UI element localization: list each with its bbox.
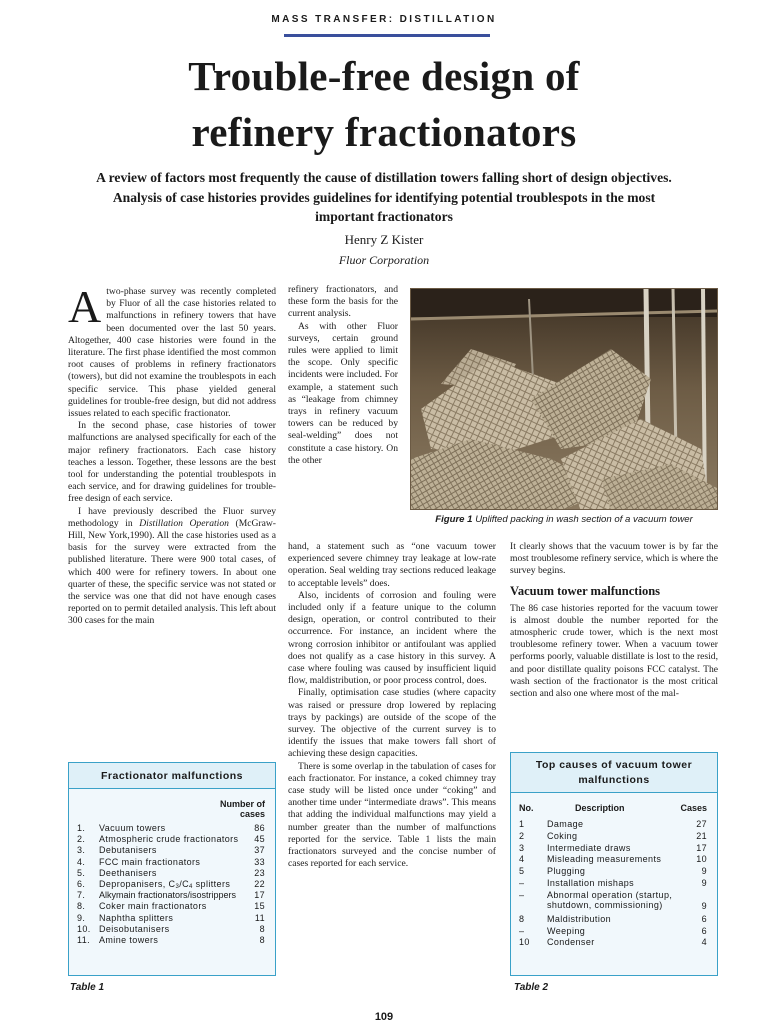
- row-value: 37: [254, 845, 265, 856]
- table-1-title: Fractionator malfunctions: [69, 763, 275, 789]
- section-label: MASS TRANSFER: DISTILLATION: [271, 14, 497, 25]
- table-row: [511, 937, 717, 949]
- row-value: 9: [701, 900, 707, 911]
- paragraph: In the second phase, case histories of tower malfunctions are analysed specifically for each of the major refinery fractionators. Each case history teaches a lesson. Together, these lessons are the best tool for understanding the potential troublespots in each service, and for drawing guidelines for trouble-free design of each service.: [68, 420, 276, 505]
- column-3: [510, 541, 718, 700]
- table-row: [511, 914, 717, 926]
- figure-1-photo: [410, 288, 718, 510]
- row-number: 11.: [77, 934, 91, 945]
- table-2: [510, 752, 718, 976]
- column-header-cases: Cases: [680, 803, 707, 813]
- row-value: 6: [701, 925, 707, 936]
- row-value: 22: [254, 878, 265, 889]
- table-row: [69, 879, 275, 890]
- row-description: Weeping: [547, 925, 586, 936]
- table-row: [511, 819, 717, 831]
- row-value: 4: [701, 937, 707, 948]
- row-value: 86: [254, 823, 265, 833]
- row-number: 3.: [77, 845, 86, 856]
- row-description: Alkymain fractionators/isostrippers: [99, 890, 237, 901]
- table-row: [511, 926, 717, 938]
- row-description: Misleading measurements: [547, 854, 662, 865]
- table-row: [69, 868, 275, 879]
- column-1: [68, 281, 276, 628]
- drop-cap: A: [68, 281, 102, 332]
- desc-part: splitters: [192, 878, 231, 889]
- row-number: 1.: [77, 823, 86, 833]
- row-description: Installation mishaps: [547, 877, 635, 888]
- table-1-body: [69, 823, 275, 946]
- article-title: [0, 48, 768, 160]
- section-rule: [284, 34, 490, 37]
- author: Henry Z Kister: [344, 232, 424, 247]
- row-description: Coking: [547, 830, 578, 841]
- paragraph: Also, incidents of corrosion and fouling were included only if a feature unique to the column design, operation, or control contributed to their occurrence. For instance, an incident where the wrong corrosion inhibitor or antifoulant was applied does not qualify as a case history in this survey. A case where fouling was caused by insufficient liquid flow, maldistribution, or poor process control, does.: [288, 589, 496, 687]
- row-value: 27: [696, 819, 707, 829]
- row-number: 7.: [77, 890, 86, 901]
- row-number: –: [519, 889, 525, 900]
- row-description: Vacuum towers: [99, 823, 166, 833]
- row-value: 17: [254, 890, 265, 901]
- table-row: [69, 913, 275, 924]
- row-description: Condenser: [547, 937, 595, 948]
- column-header-line: Number of: [220, 799, 265, 809]
- row-value: 11: [254, 912, 265, 923]
- table-row: [511, 866, 717, 878]
- table-row: [511, 878, 717, 890]
- paragraph-text: two-phase survey was recently completed by Fluor of all the case histories related to malfunctions in refinery towers that have been documented over the last 50 years. Altogether, 400 case histories were found in the literature. The first phase identified the most common root causes of problems in refinery fractionators (towers), but did not examine the troublespots in each specific service. This phase yielded general guidelines for trouble-free design, but did not address issues related to each specific fractionator.: [68, 286, 276, 420]
- row-value: 9: [701, 866, 707, 877]
- row-number: –: [519, 877, 525, 888]
- paragraph: [68, 506, 276, 628]
- row-number: 8.: [77, 901, 86, 912]
- row-value: 8: [259, 923, 265, 934]
- title-line-1: Trouble-free design of: [188, 53, 580, 99]
- column-header-line: cases: [239, 809, 265, 819]
- table-row: [69, 823, 275, 834]
- table-row: [511, 831, 717, 843]
- row-description: Atmospheric crude fractionators: [99, 834, 239, 845]
- table-row: [511, 854, 717, 866]
- row-description: Abnormal operation (startup, shutdown, commissioning): [547, 889, 673, 911]
- table-2-body: [511, 819, 717, 949]
- row-value: 23: [254, 867, 265, 878]
- figure-caption-text: Uplifted packing in wash section of a vacuum tower: [475, 514, 693, 525]
- column-2-bottom: [288, 541, 496, 870]
- row-description: Amine towers: [99, 934, 159, 945]
- page-number: 109: [374, 1011, 394, 1023]
- row-number: 10.: [77, 923, 91, 934]
- paragraph-text: I have previously described the Fluor survey methodology in: [68, 505, 276, 529]
- table-1-label: Table 1: [70, 982, 105, 993]
- table-row: [69, 845, 275, 856]
- row-number: 6.: [77, 878, 86, 889]
- row-description: FCC main fractionators: [99, 856, 201, 867]
- paragraph-text: (McGraw-Hill, New York,1990). All the case histories used as a basis for the survey were extracted from the published literature. There were 900 total cases, of which 400 were for refinery towers. In about one quarter of these, the specific service was not stated or the service was one that did not have enough cases reported on to permit detailed analysis. This left about 300 cases for the main: [68, 517, 276, 627]
- table-row: [69, 857, 275, 868]
- column-header-description: Description: [575, 803, 625, 813]
- book-title: Distillation Operation: [139, 517, 229, 529]
- table-row: [69, 901, 275, 912]
- table-2-label: Table 2: [514, 982, 549, 993]
- row-value: 9: [701, 877, 707, 888]
- row-description: Debutanisers: [99, 845, 157, 856]
- paragraph: refinery fractionators, and these form the basis for the current analysis.: [288, 284, 398, 320]
- figure-1-caption: [410, 514, 718, 525]
- row-value: 8: [259, 934, 265, 945]
- paragraph: There is some overlap in the tabulation of cases for each fractionator. For instance, a coked chimney tray case study will be listed once under “coking” and another time under “intermediate draws”. This means that adding the individual malfunctions may yield a number greater than the number of malfunctions reported for the service. Table 1 lists the main fractionators surveyed and the concise number of cases reported for each service.: [288, 760, 496, 870]
- column-header-no: No.: [519, 803, 534, 813]
- paragraph: The 86 case histories reported for the vacuum tower is almost double the number reported for the atmospheric crude tower, which is the next most troublesome refinery tower. When a vacuum tower performs poorly, valuable distillate is lost to the resid, and poor distillate quality poisons FCC catalyst. The wash section of the fractionator is the most critical section and also one where most of the mal-: [510, 602, 718, 700]
- table-row: [69, 935, 275, 946]
- row-value: 33: [254, 856, 265, 867]
- table-1-column-header: [69, 799, 275, 819]
- figure-label: Figure 1: [435, 514, 473, 525]
- row-number: 8: [519, 913, 525, 924]
- row-number: 5.: [77, 867, 86, 878]
- table-row: [511, 843, 717, 855]
- row-description: Damage: [547, 819, 584, 829]
- row-description: Deisobutanisers: [99, 923, 170, 934]
- row-number: 3: [519, 842, 525, 853]
- row-number: 10: [519, 937, 530, 948]
- row-value: 21: [696, 830, 707, 841]
- paragraph: It clearly shows that the vacuum tower is by far the most troublesome refinery service, which is where the survey begins.: [510, 541, 718, 577]
- subhead-vacuum-tower-malfunctions: Vacuum tower malfunctions: [510, 583, 661, 598]
- paragraph: hand, a statement such as “one vacuum tower experienced severe chimney tray leakage at low-rate operation. Seal welding tray sections reduced leakage to acceptable levels” does.: [288, 541, 496, 589]
- table-1: [68, 762, 276, 976]
- paragraph: As with other Fluor surveys, certain ground rules were applied to limit the scope. Only specific incidents were included. For example, a statement such as “leakage from chimney trays in refinery vacuum towers can be reduced by seal-welding” does not constitute a case history. On the other: [288, 320, 398, 466]
- table-row: [69, 890, 275, 901]
- uplifted-packing-image: [411, 289, 718, 510]
- desc-part: Depropanisers, C: [99, 878, 176, 889]
- title-line-2: refinery fractionators: [191, 109, 577, 155]
- row-description: Coker main fractionators: [99, 901, 207, 912]
- table-row: [69, 834, 275, 845]
- row-number: 4: [519, 854, 525, 865]
- table-2-column-headers: [511, 799, 717, 819]
- table-title-line: malfunctions: [578, 774, 650, 786]
- table-2-title: [511, 753, 717, 793]
- row-value: 6: [701, 913, 707, 924]
- row-number: 2: [519, 830, 525, 841]
- table-row: [69, 924, 275, 935]
- row-number: 9.: [77, 912, 86, 923]
- subscript: 4: [189, 883, 193, 890]
- row-description: Plugging: [547, 866, 586, 877]
- row-number: 1: [519, 819, 525, 829]
- table-title-line: Top causes of vacuum tower: [535, 759, 693, 771]
- row-value: 17: [696, 842, 707, 853]
- row-value: 10: [696, 854, 707, 865]
- row-description: Maldistribution: [547, 913, 612, 924]
- row-number: 2.: [77, 834, 86, 845]
- row-description: Deethanisers: [99, 867, 157, 878]
- subscript: 3: [175, 883, 180, 890]
- article-deck: A review of factors most frequently the cause of distillation towers falling short of design objectives. Analysis of case histories provides guidelines for identifying potential troublespots in the most important fractionators: [96, 170, 672, 224]
- row-description: Intermediate draws: [547, 842, 631, 853]
- paragraph: Finally, optimisation case studies (where capacity was raised or pressure drop lowered by replacing trays by packings) are outside of the scope of the survey. The objective of the current survey is to identify the issues that make towers fall short of achieving these design capacities.: [288, 687, 496, 760]
- row-value: 15: [254, 901, 265, 912]
- paragraph: [68, 281, 276, 420]
- affiliation: Fluor Corporation: [338, 253, 430, 267]
- desc-part: /C: [179, 878, 189, 889]
- table-row: [511, 890, 717, 914]
- row-description: Naphtha splitters: [99, 912, 174, 923]
- row-number: –: [519, 925, 525, 936]
- row-number: 4.: [77, 856, 86, 867]
- column-2-top: [288, 284, 398, 467]
- row-value: 45: [254, 834, 265, 845]
- row-number: 5: [519, 866, 525, 877]
